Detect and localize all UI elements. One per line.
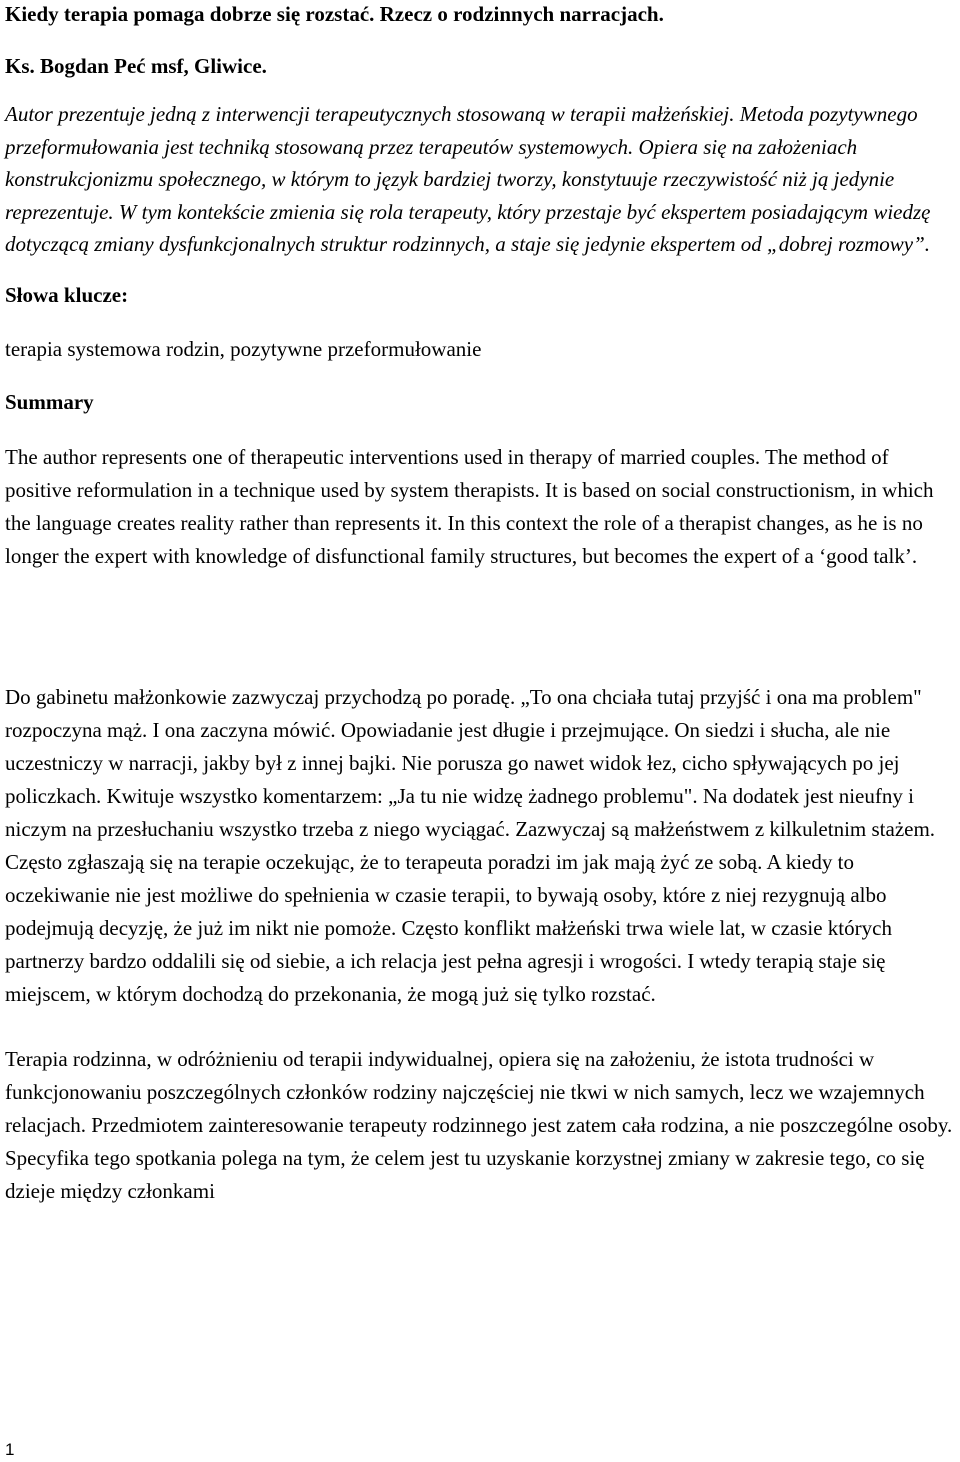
keywords-text: terapia systemowa rodzin, pozytywne przeformułowanie — [5, 336, 482, 361]
body-paragraph-2: Terapia rodzinna, w odróżnieniu od terapii indywidualnej, opiera się na założeniu, że istota trudności w funkcjonowaniu poszczególnych członków rodziny najczęściej nie tkwi w nich samych, lecz we wzajemnych relacjach. Przedmiotem zainteresowanie terapeuty rodzinnego jest zatem cała rodzina, a nie poszczególne osoby. Specyfika tego spotkania polega na tym, że celem jest tu uzyskanie korzystnej zmiany w zakresie tego, co się dzieje między członkami — [5, 1046, 953, 1203]
summary-paragraph: The author represents one of therapeutic interventions used in therapy of married couples. The method of positive reformulation in a technique used by system therapists. It is based on social constructionism, in which the language creates reality rather than represents it. In this context the role of a therapist changes, as he is no longer the expert with knowledge of disfunctional family structures, but becomes the expert of a ‘good talk’. — [5, 444, 934, 568]
abstract-paragraph: Autor prezentuje jedną z interwencji terapeutycznych stosowaną w terapii małżeńskiej. Metoda pozytywnego przeformułowania jest techniką stosowaną przez terapeutów systemowych. Opiera się na założeniach konstrukcjonizmu społecznego, w którym to język bardziej tworzy, konstytuuje rzeczywistość niż ją jedynie reprezentuje. W tym kontekście zmienia się rola terapeuty, który przestaje być ekspertem posiadającym wiedzę dotyczącą zmiany dysfunkcjonalnych struktur rodzinnych, a staje się jedynie ekspertem od „dobrej rozmowy”. — [5, 102, 931, 257]
page-number: 1 — [5, 1440, 15, 1459]
summary-heading: Summary — [5, 389, 94, 414]
keywords-heading: Słowa klucze: — [5, 282, 129, 307]
body-paragraph-1: Do gabinetu małżonkowie zazwyczaj przychodzą po poradę. „To ona chciała tutaj przyjść i ona ma problem" rozpoczyna mąż. I ona zaczyna mówić. Opowiadanie jest długie i przejmujące. On siedzi i słucha, ale nie uczestniczy w narracji, jakby był z innej bajki. Nie porusza go nawet widok łez, cicho spływających po jej policzkach. Kwituje wszystko komentarzem: „Ja tu nie widzę żadnego problemu". Na dodatek jest nieufny i niczym na przesłuchaniu wszystko trzeba z niego wyciągać. Zazwyczaj są małżeństwem z kilkuletnim stażem. Często zgłaszają się na terapie oczekując, że to terapeuta poradzi im jak mają żyć ze sobą. A kiedy to oczekiwanie nie jest możliwe do spełnienia w czasie terapii, to bywają osoby, które z niej rezygnują albo podejmują decyzję, że już im nikt nie pomoże. Często konflikt małżeński trwa wiele lat, w czasie których partnerzy bardzo oddalili się od siebie, a ich relacja jest pełna agresji i wrogości. I wtedy terapią staje się miejscem, w którym dochodzą do przekonania, że mogą już się tylko rozstać. — [5, 684, 936, 1006]
article-title: Kiedy terapia pomaga dobrze się rozstać. Rzecz o rodzinnych narracjach. — [5, 2, 664, 26]
article-author: Ks. Bogdan Peć msf, Gliwice. — [5, 54, 267, 78]
document-page — [5, 0, 960, 1208]
